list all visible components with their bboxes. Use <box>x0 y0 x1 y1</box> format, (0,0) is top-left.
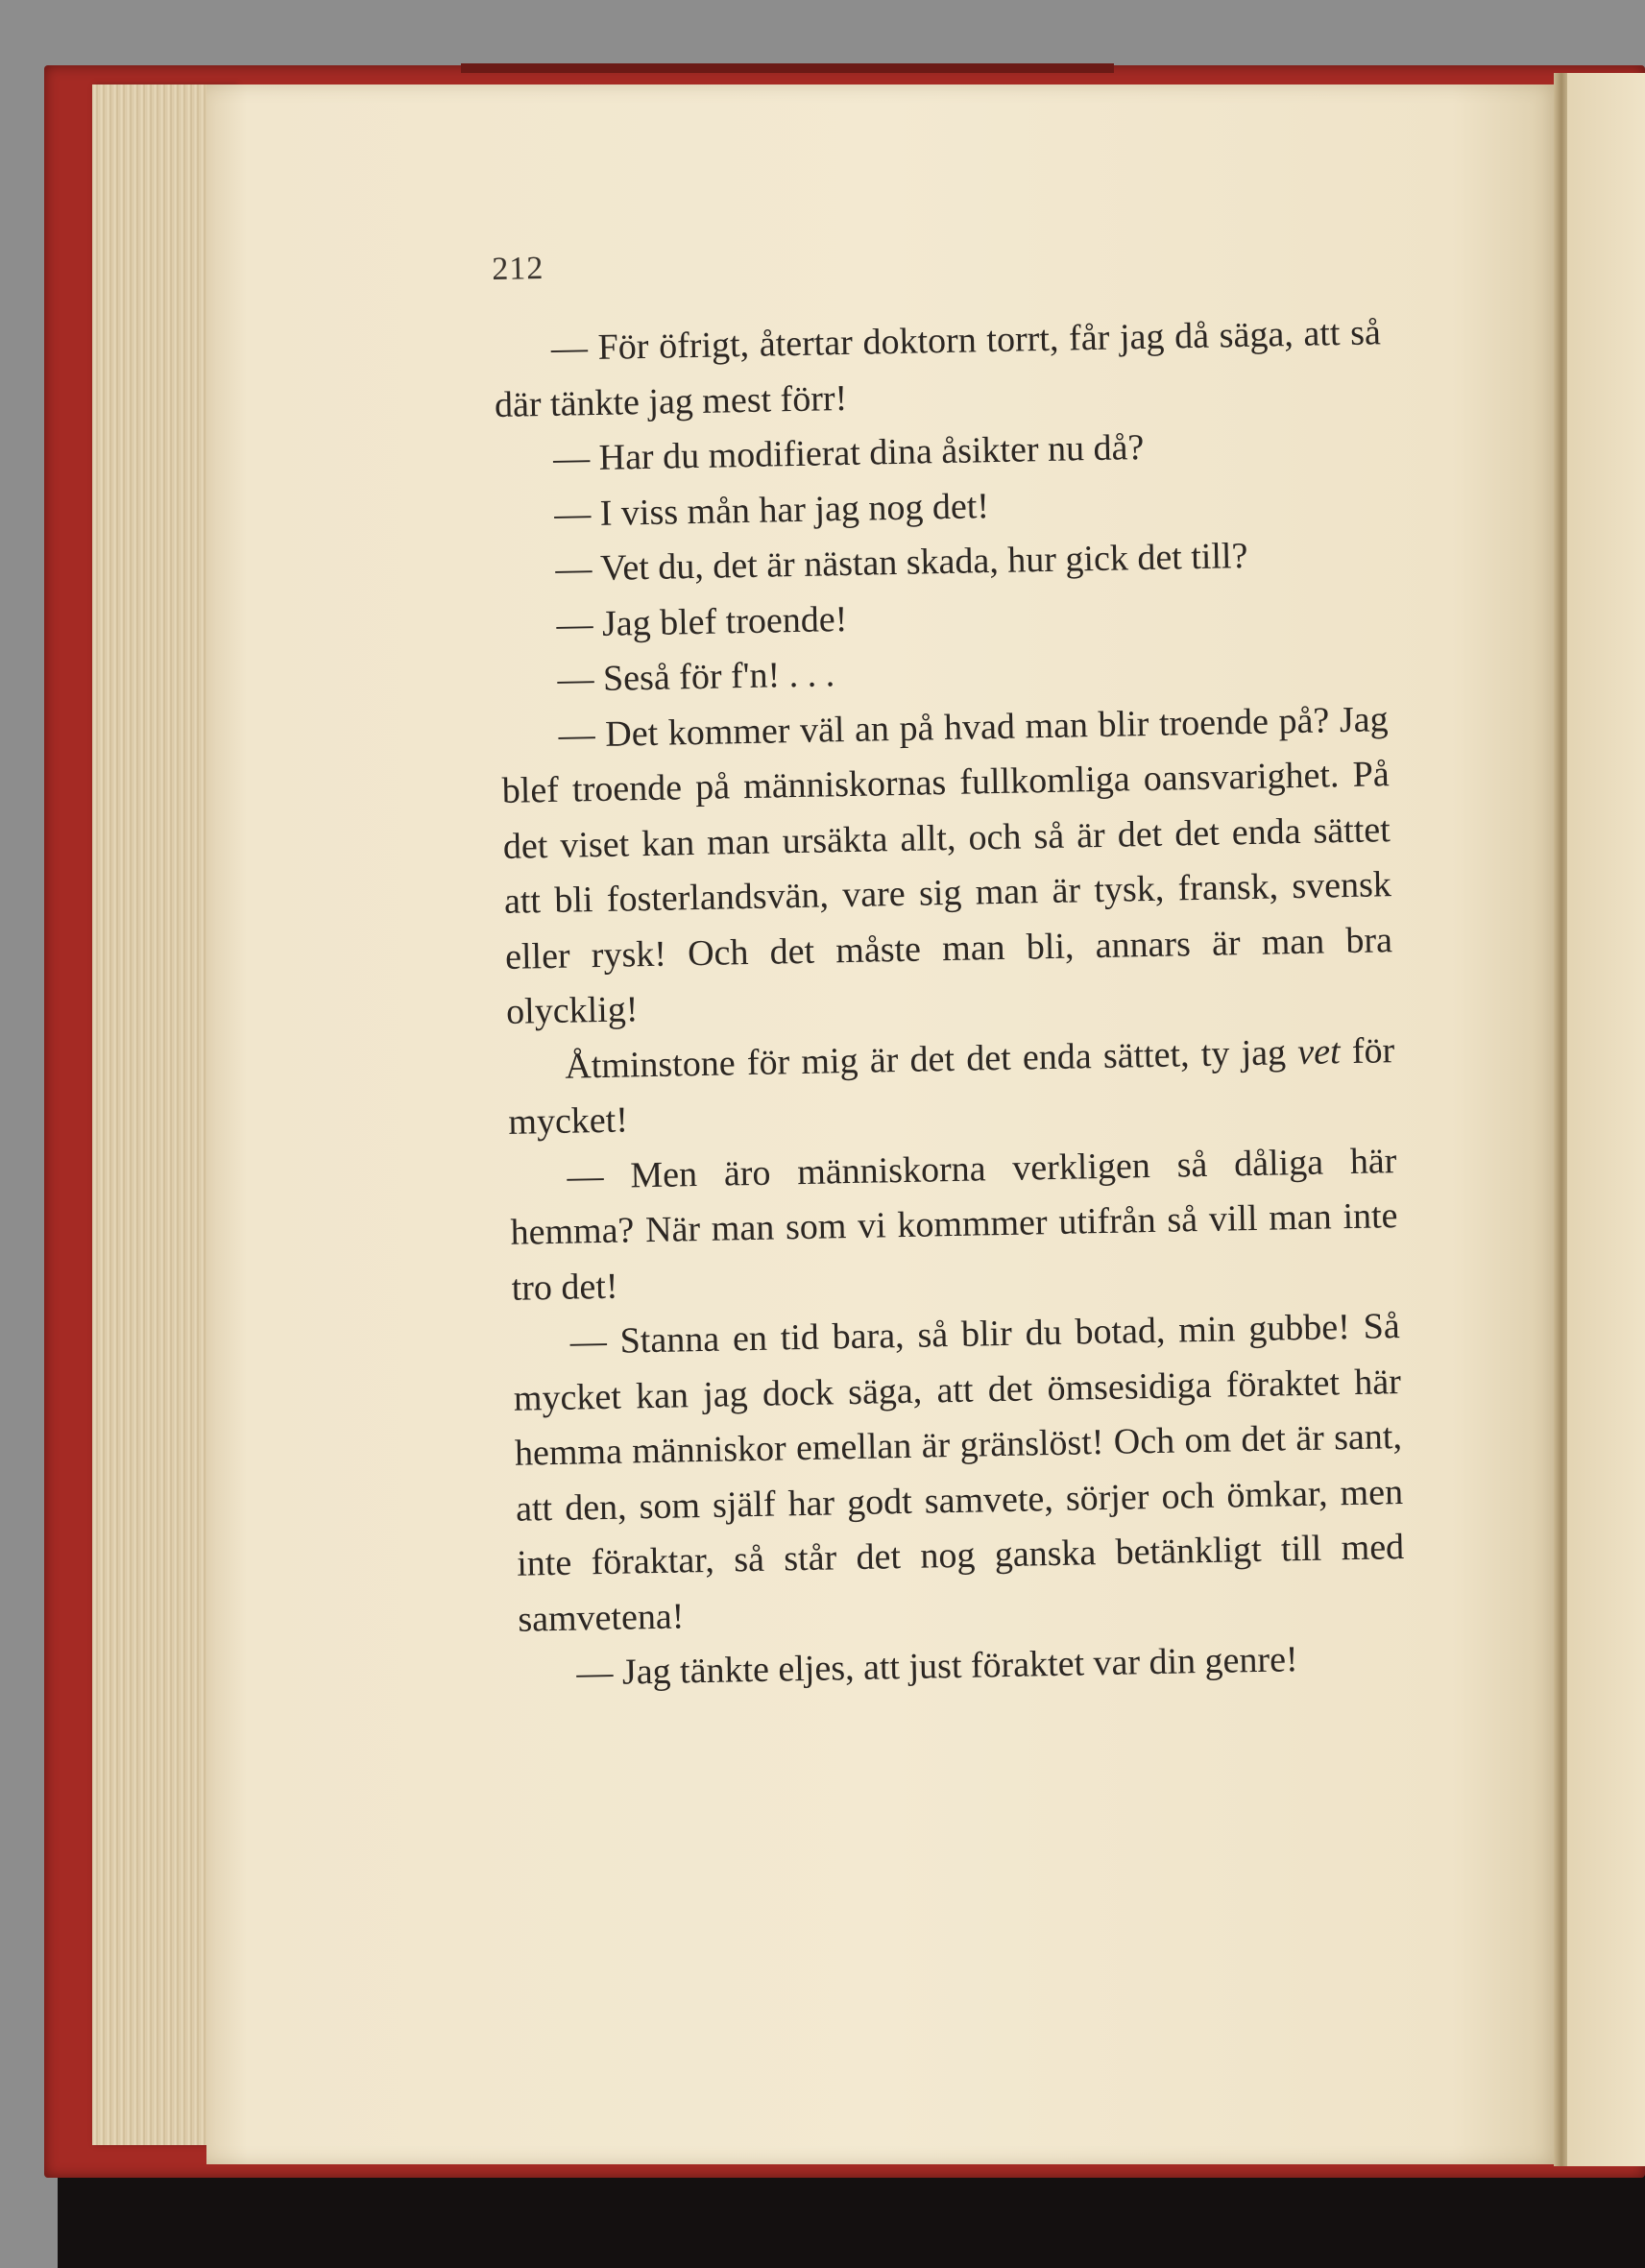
paragraph-8 <box>507 1024 1396 1151</box>
paragraph-8-start: Åtminstone för mig är det det enda sättet, ty jag <box>564 1031 1298 1087</box>
paragraph-1: — För öfrigt, återtar doktorn torrt, får jag då säga, att så där tänkte jag mest förr! <box>494 312 1382 425</box>
paragraph-2: — Har du modifierat dina åsikter nu då? <box>552 427 1145 479</box>
paragraph-10: — Stanna en tid bara, så blir du botad, min gubbe! Så mycket kan jag dock säga, att det ömsesidiga föraktet här hemma människor emellan är gränslöst! Och om det är sant, att den, som själf har godt samvete, sörjer och ömkar, men inte föraktar, så står det nog ganska betänkligt till med samvetena! <box>513 1306 1405 1640</box>
paragraph-8-end: för mycket! <box>508 1029 1395 1143</box>
paragraph-9: — Men äro människorna verkligen så dåliga här hemma? När man som vi kommmer utifrån så vill man inte tro det! <box>510 1140 1398 1309</box>
paragraph-7: — Det kommer väl an på hvad man blir troende på? Jag blef troende på människornas fullkomliga oansvarighet. På det viset kan man ursäkta allt, och så är det det enda sättet att bli fosterlandsvän, vare sig man är tysk, fransk, svensk eller rysk! Och det måste man bli, annars är man bra olycklig! <box>501 698 1393 1032</box>
facing-page-edge <box>1567 73 1645 2166</box>
paragraph-11: — Jag tänkte eljes, att just föraktet var din genre! <box>576 1639 1299 1694</box>
page-text-block <box>492 234 1407 1702</box>
cover-top-strip <box>461 63 1114 73</box>
paragraph-3: — I viss mån har jag nog det! <box>553 485 990 535</box>
paragraph-6: — Seså för f'n! . . . <box>557 654 835 700</box>
paragraph-4: — Vet du, det är nästan skada, hur gick det till? <box>554 535 1248 590</box>
italic-word-vet: vet <box>1296 1030 1341 1073</box>
paragraph-5: — Jag blef troende! <box>556 598 848 645</box>
page-number: 212 <box>492 250 544 287</box>
